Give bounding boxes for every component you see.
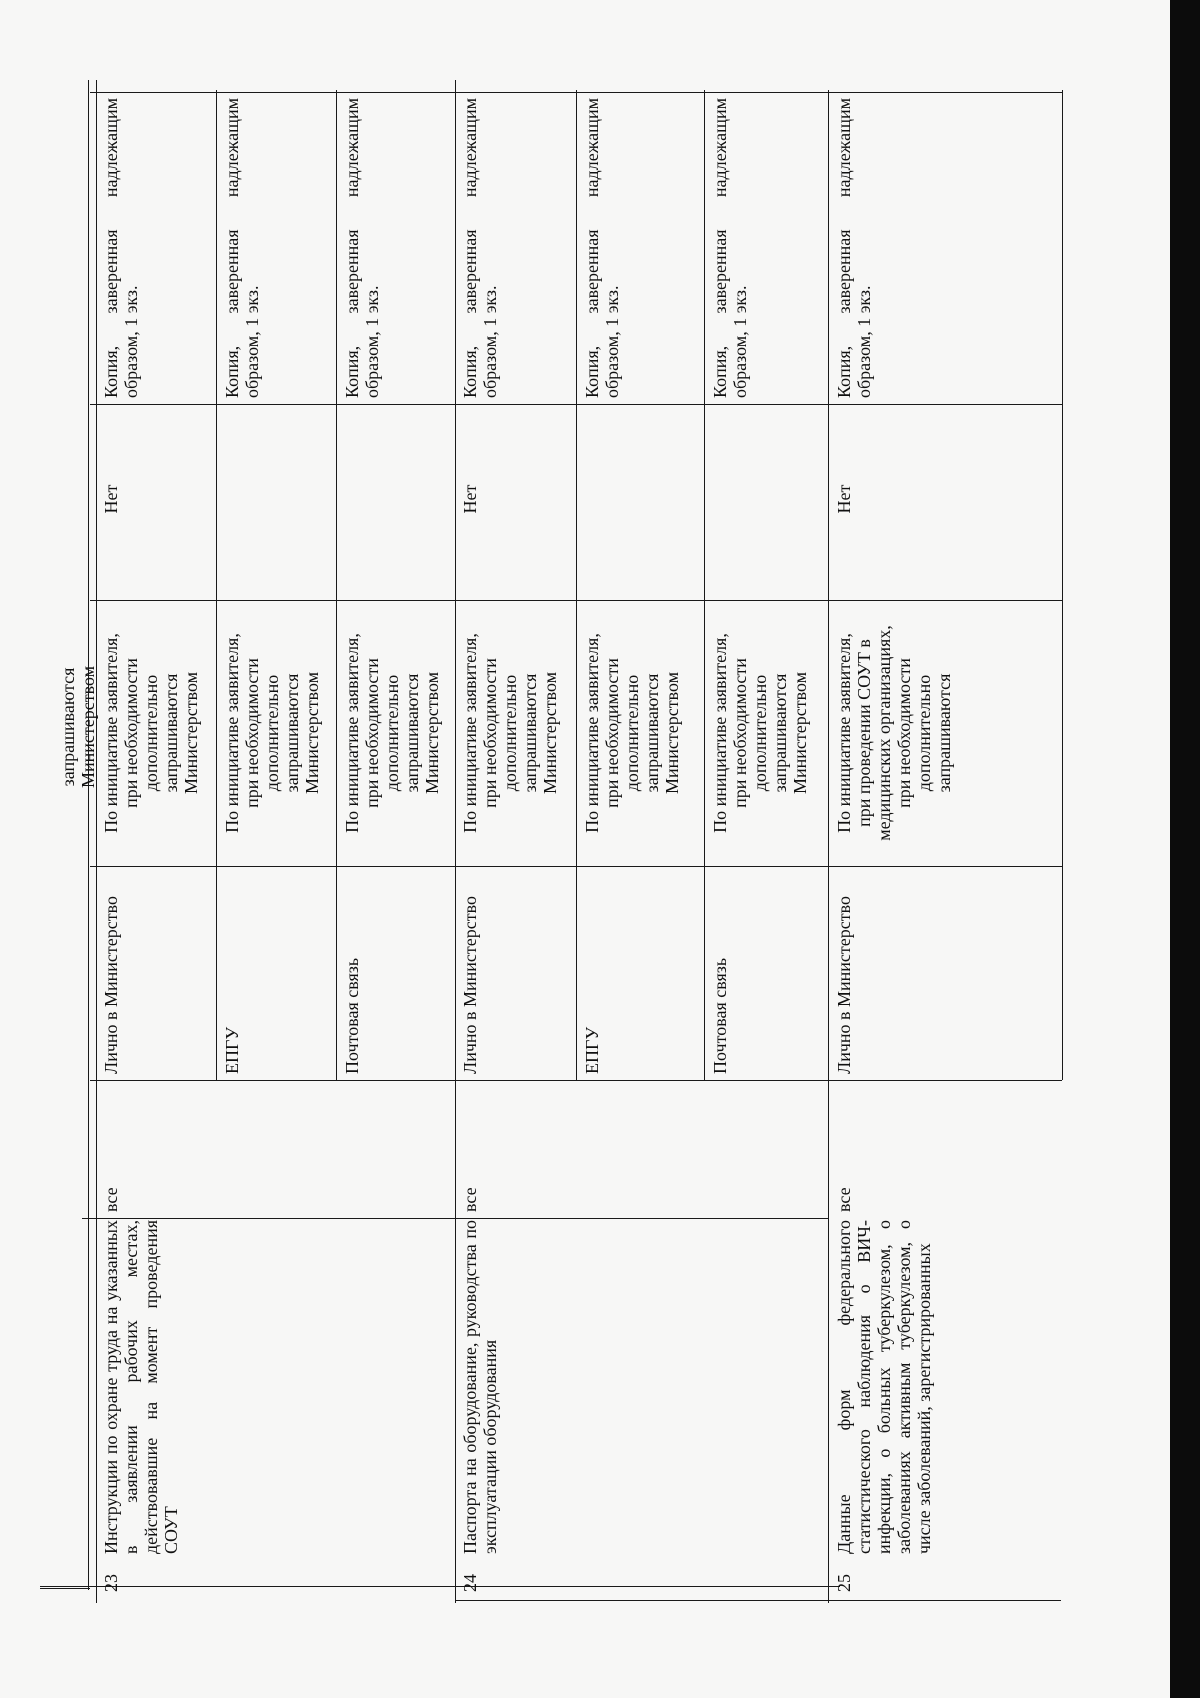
applicant-category: все (101, 1187, 121, 1212)
submission-method: ЕПГУ (222, 1026, 242, 1074)
document-name: Паспорта на оборудование, руководства по эксплуатации оборудования (460, 1220, 500, 1554)
document-name: Данные форм федерального статистического наблюдения о ВИЧ-инфекции, о больных туберкулезом, о заболеваниях активным туберкулезом, о числе заболеваний, зарегистрированных (834, 1220, 934, 1554)
table-rule (455, 1600, 1061, 1601)
interagency-request: Нет (460, 484, 480, 514)
interagency-request: Нет (101, 484, 121, 514)
table-rule (90, 600, 1062, 601)
document-form: Копия, заверенная надлежащим образом, 1 экз. (101, 98, 141, 398)
submission-channel: По инициативе заявителя, при необходимости дополнительно запрашиваются Министерством (460, 633, 560, 833)
table-rule (90, 404, 1062, 405)
row-number: 25 (834, 1574, 854, 1592)
document-form: Копия, заверенная надлежащим образом, 1 экз. (582, 98, 622, 398)
document-form: Копия, заверенная надлежащим образом, 1 экз. (342, 98, 382, 398)
table-rule (704, 90, 705, 1080)
document-name: Инструкции по охране труда на указанных в заявлении рабочих местах, действовавшие на момент проведения СОУТ (101, 1220, 181, 1554)
submission-channel: По инициативе заявителя, при необходимости дополнительно запрашиваются Министерством (582, 633, 682, 833)
table-rule (90, 92, 1062, 93)
submission-method: Лично в Министерство (101, 895, 121, 1074)
interagency-request: Нет (834, 484, 854, 514)
document-form: Копия, заверенная надлежащим образом, 1 экз. (460, 98, 500, 398)
submission-method: Почтовая связь (710, 957, 730, 1074)
table-rule (455, 80, 456, 1603)
document-form: Копия, заверенная надлежащим образом, 1 экз. (834, 98, 874, 398)
submission-channel: По инициативе заявителя, при необходимости дополнительно запрашиваются Министерством (342, 633, 442, 833)
table-rule (90, 1080, 1062, 1081)
row-number: 24 (460, 1574, 480, 1592)
table-rule (82, 1218, 828, 1219)
continuation-channel-text: запрашиваются Министерством (58, 665, 98, 789)
row-number: 23 (101, 1574, 121, 1592)
submission-channel: По инициативе заявителя, при необходимости дополнительно запрашиваются Министерством (101, 633, 201, 833)
table-rule (576, 90, 577, 1080)
table-rule (336, 90, 337, 1080)
document-form: Копия, заверенная надлежащим образом, 1 экз. (710, 98, 750, 398)
submission-method: Лично в Министерство (834, 895, 854, 1074)
applicant-category: все (834, 1187, 854, 1212)
submission-channel: По инициативе заявителя, при необходимости дополнительно запрашиваются Министерством (710, 633, 810, 833)
submission-channel: По инициативе заявителя, при необходимости дополнительно запрашиваются Министерством (222, 633, 322, 833)
table-rule (40, 1588, 90, 1589)
document-form: Копия, заверенная надлежащим образом, 1 экз. (222, 98, 262, 398)
submission-method: Почтовая связь (342, 957, 362, 1074)
scan-edge-band (1170, 0, 1200, 1698)
table-rule (216, 90, 217, 1080)
table-rule (40, 1586, 840, 1587)
submission-channel: По инициативе заявителя, при проведении СОУТ в медицинских организациях, при необходимости дополнительно запрашиваются (834, 625, 954, 841)
submission-method: ЕПГУ (582, 1026, 602, 1074)
table-rule (828, 90, 829, 1603)
applicant-category: все (460, 1187, 480, 1212)
submission-method: Лично в Министерство (460, 895, 480, 1074)
table-rule (1062, 90, 1063, 1080)
